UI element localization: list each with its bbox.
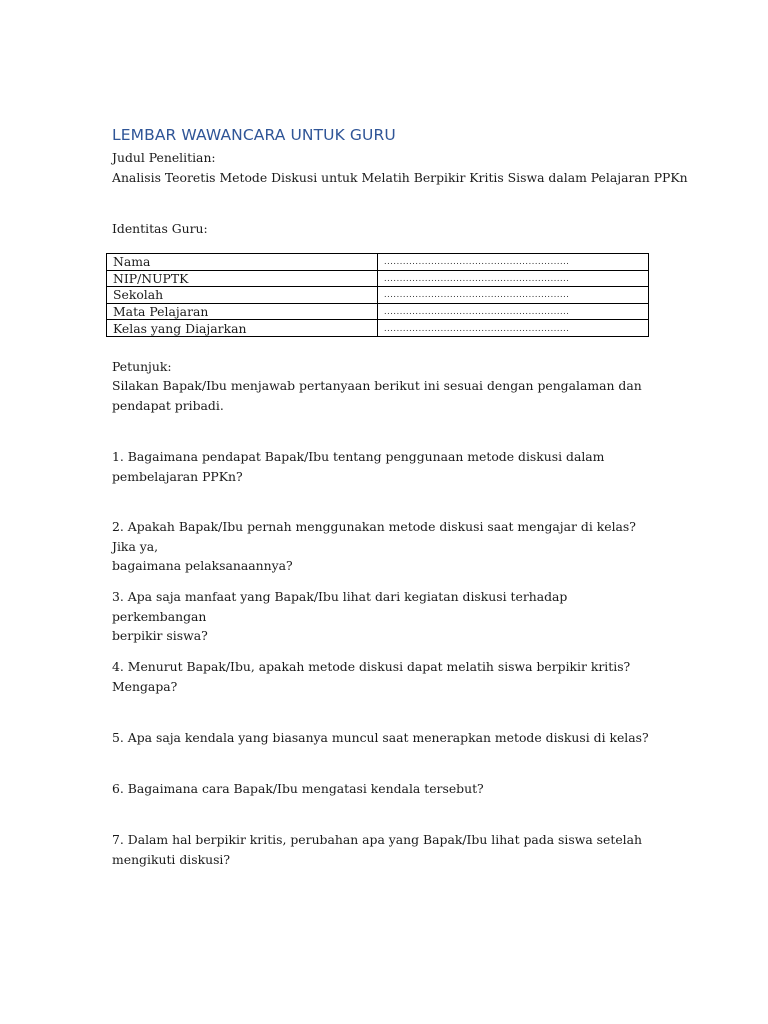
identity-value-school[interactable]: ...........................................................: [378, 287, 649, 304]
question-4-line-1: 4. Menurut Bapak/Ibu, apakah metode diskusi dapat melatih siswa berpikir kritis?: [112, 659, 631, 674]
identity-table: [106, 253, 649, 337]
question-5: [112, 728, 652, 748]
question-1-line-2: pembelajaran PPKn?: [112, 468, 243, 484]
research-title-label: Judul Penelitian:: [112, 150, 216, 165]
question-7-line-2: mengikuti diskusi?: [112, 851, 231, 867]
identity-value-nip[interactable]: ...........................................................: [378, 270, 649, 287]
question-6: [112, 779, 652, 799]
instructions-heading: Petunjuk:: [112, 359, 172, 374]
question-5-line-1: 5. Apa saja kendala yang biasanya muncul saat menerapkan metode diskusi di kelas?: [112, 730, 649, 745]
question-3-line-1: 3. Apa saja manfaat yang Bapak/Ibu lihat dari kegiatan diskusi terhadap perkembangan: [112, 589, 568, 624]
instructions-line-2: pendapat pribadi.: [112, 398, 224, 413]
question-4: [112, 657, 652, 696]
table-row: [107, 303, 649, 320]
document-title: LEMBAR WAWANCARA UNTUK GURU: [112, 126, 396, 144]
question-4-line-2: Mengapa?: [112, 678, 178, 694]
question-2-line-2: bagaimana pelaksanaannya?: [112, 558, 293, 573]
research-title: Analisis Teoretis Metode Diskusi untuk Melatih Berpikir Kritis Siswa dalam Pelajaran PPKn: [112, 170, 688, 185]
question-1: [112, 447, 652, 486]
identity-value-subject[interactable]: ...........................................................: [378, 303, 649, 320]
table-row: [107, 254, 649, 271]
question-1-line-1: 1. Bagaimana pendapat Bapak/Ibu tentang penggunaan metode diskusi dalam: [112, 449, 605, 464]
identity-label-school: Sekolah: [107, 287, 378, 304]
question-6-line-1: 6. Bagaimana cara Bapak/Ibu mengatasi kendala tersebut?: [112, 781, 484, 796]
question-2-line-1: 2. Apakah Bapak/Ibu pernah menggunakan metode diskusi saat mengajar di kelas? Jika ya,: [112, 519, 636, 554]
question-3-line-2: berpikir siswa?: [112, 628, 208, 643]
question-7: [112, 830, 652, 869]
identity-label-nip: NIP/NUPTK: [107, 270, 378, 287]
question-7-line-1: 7. Dalam hal berpikir kritis, perubahan apa yang Bapak/Ibu lihat pada siswa setelah: [112, 832, 643, 847]
table-row: [107, 287, 649, 304]
table-row: [107, 270, 649, 287]
identity-value-class[interactable]: ...........................................................: [378, 320, 649, 337]
identity-label-class: Kelas yang Diajarkan: [107, 320, 378, 337]
identity-value-name[interactable]: ...........................................................: [378, 254, 649, 271]
question-3: [112, 587, 652, 646]
identity-heading: Identitas Guru:: [112, 221, 208, 236]
instructions-line-1: Silakan Bapak/Ibu menjawab pertanyaan berikut ini sesuai dengan pengalaman dan: [112, 378, 642, 393]
identity-label-subject: Mata Pelajaran: [107, 303, 378, 320]
identity-label-name: Nama: [107, 254, 378, 271]
table-row: [107, 320, 649, 337]
question-2: [112, 517, 652, 576]
